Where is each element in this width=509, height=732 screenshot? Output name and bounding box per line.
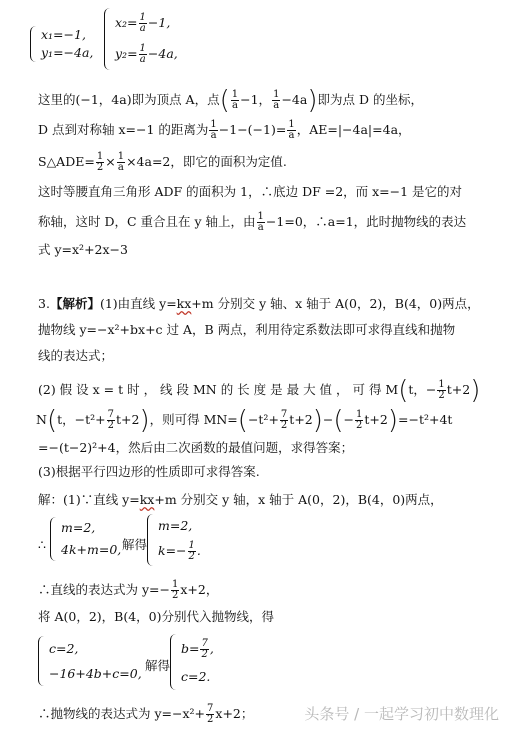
text-line: 解：(1)∵直线 y=kx+m 分别交 y 轴，x 轴于 A(0，2)，B(4，0)两点， bbox=[38, 492, 443, 507]
text-line: =−(t−2)²+4，然后由二次函数的最值问题，求得答案； bbox=[38, 440, 354, 455]
solve-label: 解得 bbox=[122, 537, 148, 552]
text-line: N(t，−t²+ $\frac{7}{2}$ t+2)，则可得 MN=(−t²+ $\frac{7}{2}$ t+2)−(− $\frac{1}{2}$ t+2)=−t²+4t bbox=[36, 405, 453, 436]
eq-row: k=− $\frac{1}{2}$ . bbox=[158, 540, 201, 563]
equation-system-1 bbox=[30, 10, 93, 62]
equation-system-3 bbox=[50, 517, 121, 561]
eq-row: 4k+m=0, bbox=[61, 542, 122, 557]
text-line: (3)根据平行四边形的性质即可求得答案. bbox=[38, 464, 260, 479]
section-heading-line: 3.【解析】(1)由直线 y=kx+m 分别交 y 轴、x 轴于 A(0，2)，B(4，0)两点， bbox=[38, 296, 480, 311]
eq-row: m=2, bbox=[61, 520, 96, 535]
therefore-symbol: ∴ bbox=[38, 537, 46, 552]
equation-system-2 bbox=[104, 8, 178, 70]
eq-row: y₂= $\frac{1}{a}$ −4a, bbox=[115, 43, 178, 65]
equation-system-6 bbox=[170, 634, 214, 690]
text-line: 这里的(−1，4a)即为顶点 A，点( $\frac{1}{a}$ −1， $\frac{1}{a}$ −4a)即为点 D 的坐标， bbox=[38, 85, 423, 116]
text-line: (2) 假 设 x = t 时 ， 线 段 MN 的 长 度 是 最 大 值 ， 可 得 M(t，− $\frac{1}{2}$ t+2) bbox=[38, 375, 481, 406]
text-line: ∴直线的表达式为 y=− $\frac{1}{2}$ x+2， bbox=[38, 579, 219, 601]
solve-label: 解得 bbox=[145, 658, 171, 673]
text-line: 这时等腰直角三角形 ADF 的面积为 1，∴底边 DF =2，而 x=−1 是它的对 bbox=[38, 184, 463, 199]
eq-row: c=2, bbox=[49, 640, 79, 656]
equation-system-4 bbox=[147, 514, 201, 566]
equation-system-5 bbox=[38, 636, 142, 686]
text-line: ∴抛物线的表达式为 y=−x²+ $\frac{7}{2}$ x+2； bbox=[38, 703, 254, 725]
eq-row: x₁=−1, bbox=[41, 27, 86, 42]
text-line: D 点到对称轴 x=−1 的距离为 $\frac{1}{a}$ −1−(−1)= $\frac{1}{a}$ ，AE=|−4a|=4a， bbox=[38, 119, 411, 141]
eq-row: x₂= $\frac{1}{a}$ −1, bbox=[115, 12, 171, 34]
text-line: 式 y=x²+2x−3 bbox=[38, 242, 128, 257]
text-line: S△ADE= $\frac{1}{2}$ × $\frac{1}{a}$ ×4a=2，即它的面积为定值. bbox=[38, 151, 287, 173]
text-line: 将 A(0，2)，B(4，0)分别代入抛物线，得 bbox=[38, 609, 275, 624]
eq-row: b= $\frac{7}{2}$ , bbox=[181, 637, 214, 660]
eq-row: y₁=−4a, bbox=[41, 45, 94, 60]
watermark: 头条号 / 一起学习初中数理化 bbox=[304, 705, 499, 723]
text-line: 抛物线 y=−x²+bx+c 过 A，B 两点，利用待定系数法即可求得直线和抛物 bbox=[38, 322, 456, 337]
eq-row: m=2, bbox=[158, 517, 193, 533]
text-line: 线的表达式； bbox=[38, 348, 114, 363]
eq-row: −16+4b+c=0, bbox=[49, 665, 142, 681]
eq-row: c=2. bbox=[181, 669, 211, 685]
text-line: 称轴，这时 D，C 重合且在 y 轴上，由 $\frac{1}{a}$ −1=0，∴a=1，此时抛物线的表达 bbox=[38, 211, 467, 233]
